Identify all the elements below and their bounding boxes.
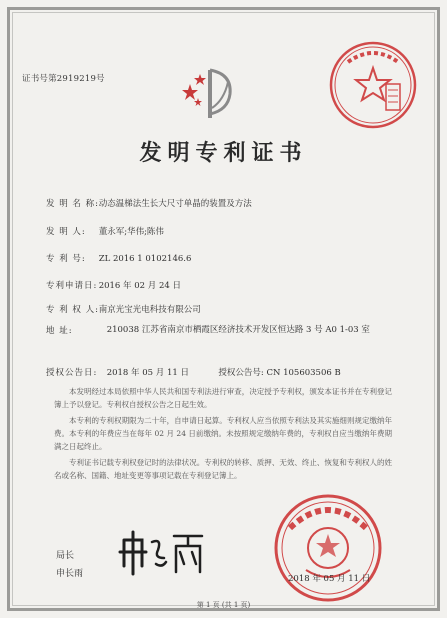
official-stamp-icon	[326, 38, 420, 132]
announcement-number-label: 授权公告号:	[218, 368, 264, 378]
body-paragraph: 本专利的专利权期限为二十年，自申请日起算。专利权人应当依照专利法及其实施细则规定缴纳年费。本专利的年费应当在每年 02 月 24 日前缴纳。未按照规定缴纳年费的，专利权自应当缴纳年费期满之日起终止。	[54, 416, 392, 451]
certificate-title: 发明专利证书	[139, 140, 308, 166]
field-label: 地 址:	[46, 326, 73, 336]
page-footer: 第 1 页 (共 1 页)	[196, 601, 251, 609]
field-announcement	[46, 366, 341, 378]
director-title: 局长	[56, 551, 75, 561]
patent-office-seal-icon	[272, 492, 384, 604]
field-label: 发 明 人:	[46, 227, 86, 237]
body-paragraph: 本发明经过本局依照中华人民共和国专利法进行审查，决定授予专利权，颁发本证书并在专利登记簿上予以登记。专利权自授权公告之日起生效。	[54, 387, 392, 409]
field-inventors	[46, 225, 164, 237]
certificate-number: 证书号第2919219号	[22, 74, 105, 84]
seal-date: 2018 年 05 月 11 日	[288, 574, 371, 584]
announcement-date-value: 2018 年 05 月 11 日	[106, 368, 189, 378]
field-patentee	[46, 303, 201, 315]
director-signature-icon	[118, 528, 206, 578]
field-label: 专 利 权 人:	[46, 305, 99, 315]
field-label: 专利申请日:	[46, 281, 98, 291]
patent-office-logo-icon	[180, 64, 240, 120]
field-value: 董永军;华伟;陈伟	[98, 227, 164, 237]
field-value: 2016 年 02 月 24 日	[98, 281, 181, 291]
field-value: 210038 江苏省南京市栖霞区经济技术开发区恒达路 3 号 A0 1-03 室	[106, 325, 370, 335]
field-value: 南京光宝光电科技有限公司	[98, 305, 201, 315]
body-paragraph: 专利证书记载专利权登记时的法律状况。专利权的转移、质押、无效、终止、恢复和专利权人的姓名或名称、国籍、地址变更等事项记载在专利登记簿上。	[54, 458, 392, 480]
field-label: 授权公告日:	[46, 368, 98, 378]
field-label: 发 明 名 称:	[46, 199, 99, 209]
field-patent-number	[46, 252, 191, 264]
announcement-number-value: CN 105603506 B	[266, 368, 341, 378]
field-label: 专 利 号:	[46, 254, 86, 264]
field-filing-date	[46, 279, 181, 291]
director-name: 申长雨	[56, 569, 84, 579]
field-invention-name	[46, 197, 252, 209]
field-value: ZL 2016 1 0102146.6	[98, 254, 192, 264]
certificate-body	[54, 385, 392, 485]
field-address	[46, 324, 407, 337]
field-value: 动态温梯法生长大尺寸单晶的装置及方法	[98, 199, 252, 209]
